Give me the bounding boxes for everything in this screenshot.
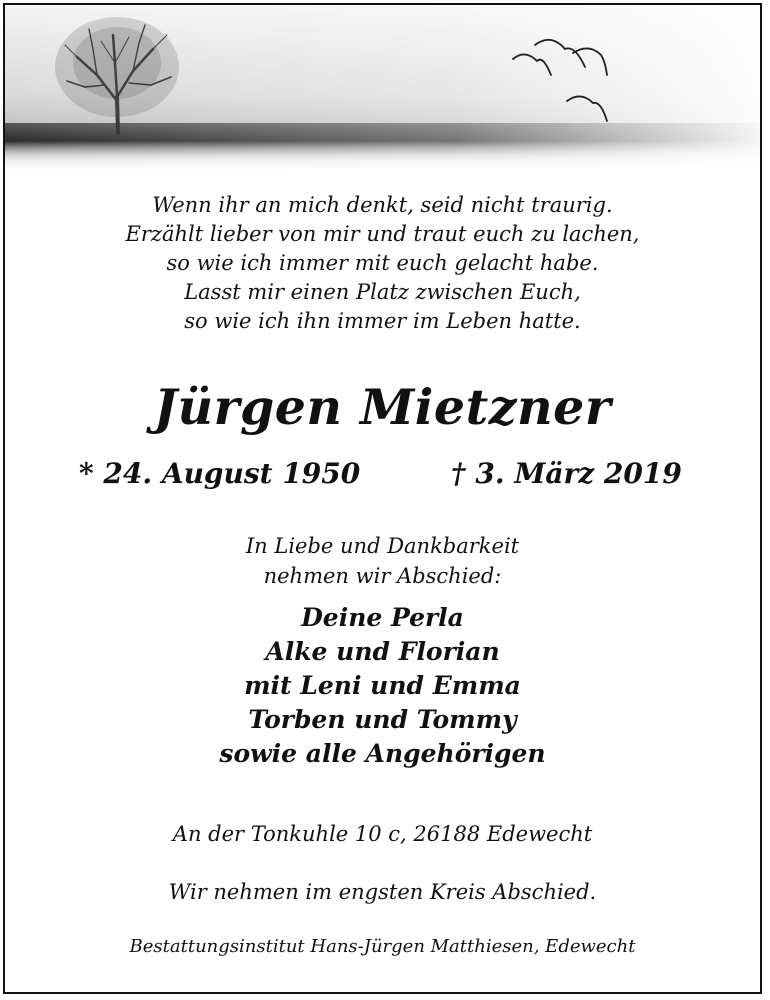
verse-line: Erzählt lieber von mir und traut euch zu lachen, <box>125 222 640 246</box>
mourners-list <box>5 601 760 771</box>
obituary-notice <box>3 3 762 994</box>
death-date: † 3. März 2019 <box>451 457 682 490</box>
farewell-line: In Liebe und Dankbarkeit <box>245 534 520 558</box>
farewell-text <box>5 531 760 591</box>
mourner-line: Torben und Tommy <box>248 705 517 734</box>
header-landscape-image <box>5 5 760 170</box>
birth-date: * 24. August 1950 <box>79 457 361 490</box>
private-farewell-note: Wir nehmen im engsten Kreis Abschied. <box>168 880 597 904</box>
mourner-line: Alke und Florian <box>265 637 500 666</box>
family-address: An der Tonkuhle 10 c, 26188 Edewecht <box>172 822 593 846</box>
verse-line: so wie ich immer mit euch gelacht habe. <box>166 251 599 275</box>
verse-line: so wie ich ihn immer im Leben hatte. <box>184 309 581 333</box>
verse-line: Wenn ihr an mich denkt, seid nicht traurig. <box>152 193 613 217</box>
memorial-verse <box>5 191 760 336</box>
verse-line: Lasst mir einen Platz zwischen Euch, <box>184 280 581 304</box>
mourner-line: sowie alle Angehörigen <box>219 739 546 768</box>
farewell-line: nehmen wir Abschied: <box>263 564 502 588</box>
mourner-line: mit Leni und Emma <box>244 671 521 700</box>
undertaker-credit: Bestattungsinstitut Hans-Jürgen Matthiesen, Edewecht <box>129 936 636 957</box>
mourner-line: Deine Perla <box>301 603 464 632</box>
deceased-name: Jürgen Mietzner <box>153 378 612 436</box>
